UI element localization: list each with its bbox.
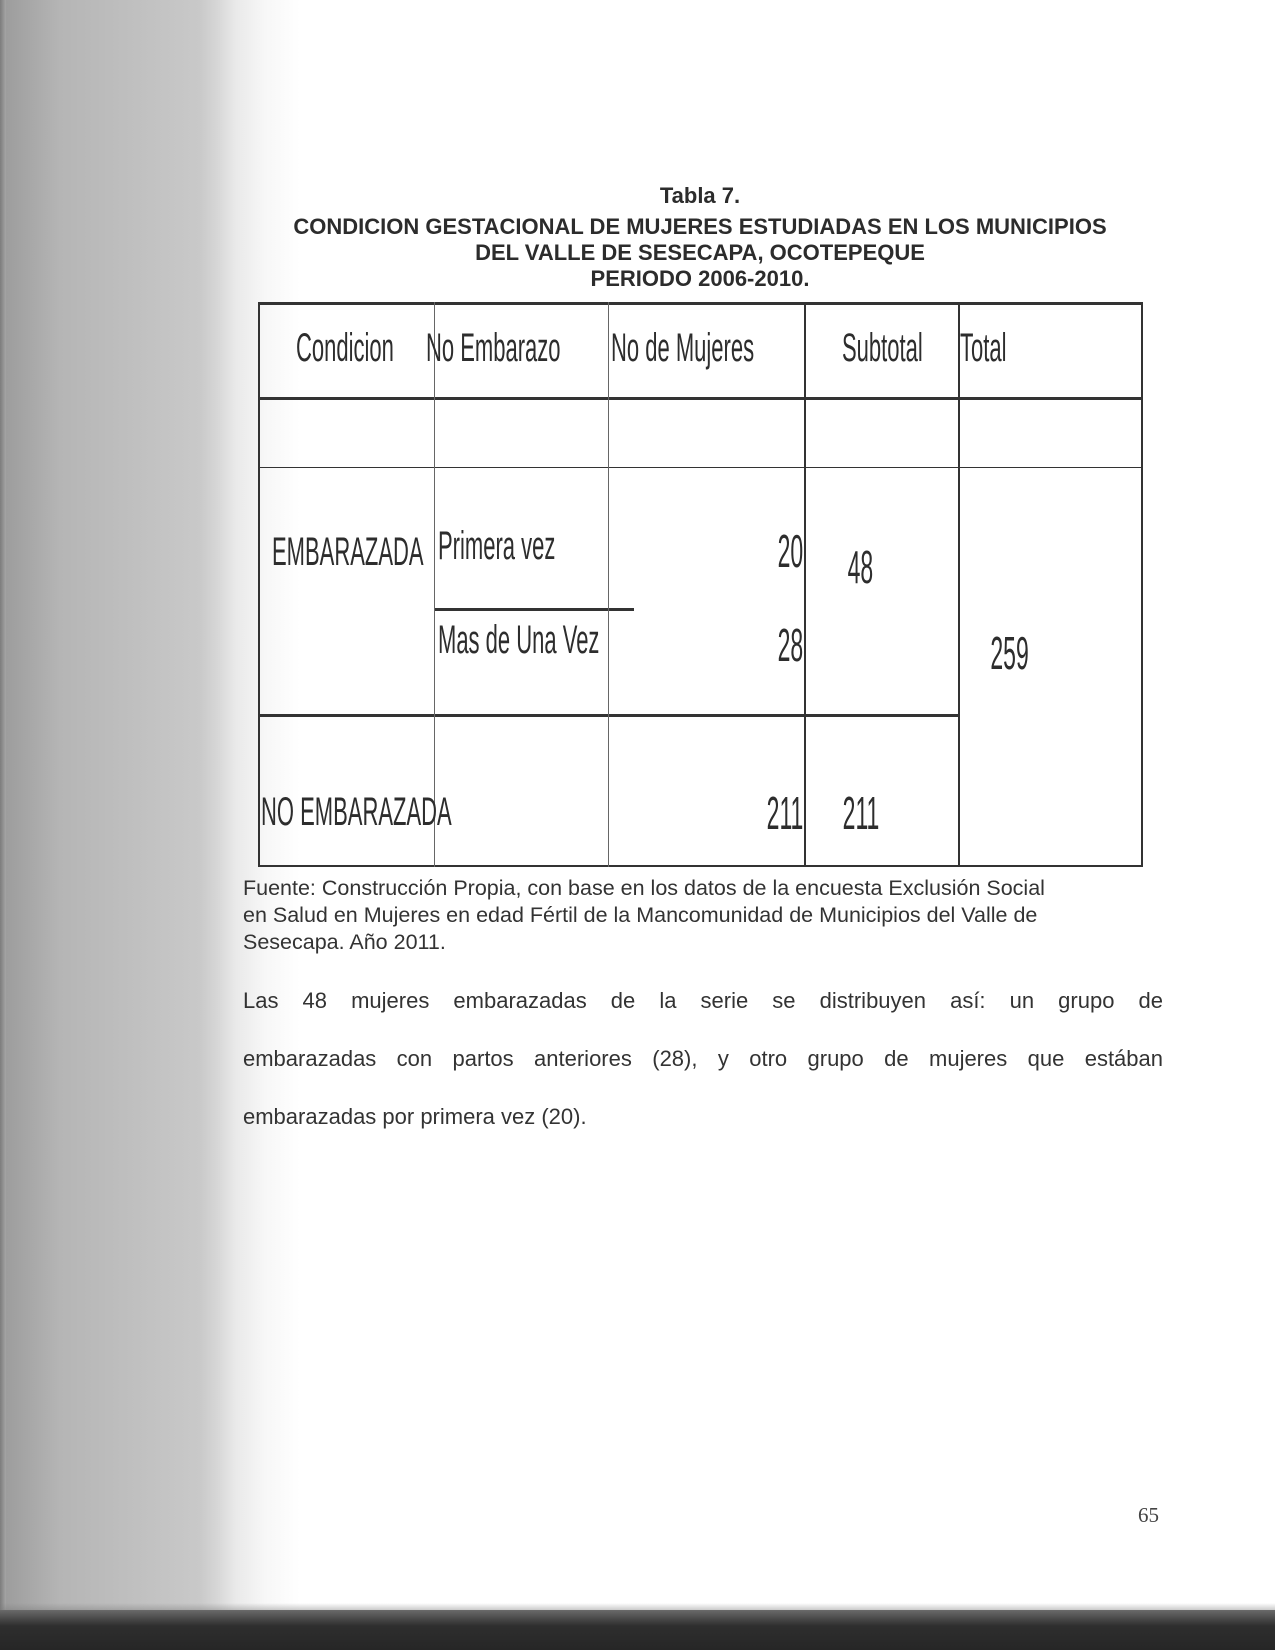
- table-title-line-1: CONDICION GESTACIONAL DE MUJERES ESTUDIADAS EN LOS MUNICIPIOS: [293, 214, 1107, 239]
- row-no-embarazada-label: NO EMBARAZADA: [261, 790, 452, 834]
- mas-de-una-vez-value: 28: [777, 619, 803, 671]
- col-divider-2: [608, 302, 609, 867]
- paragraph-line-2: embarazadas con partos anteriores (28), y otro grupo de mujeres que estában: [243, 1046, 1163, 1071]
- paragraph-line-3: embarazadas por primera vez (20).: [243, 1104, 587, 1129]
- source-note-line-2: en Salud en Mujeres en edad Fértil de la Mancomunidad de Municipios del Valle de: [243, 903, 1038, 927]
- paragraph-line-1: Las 48 mujeres embarazadas de la serie se distribuyen así: un grupo de: [243, 988, 1163, 1013]
- no-embarazada-value: 211: [766, 787, 803, 839]
- scan-bottom-edge: [0, 1610, 1275, 1650]
- header-subtotal: Subtotal: [842, 326, 923, 370]
- header-condicion: Condicion: [296, 326, 394, 370]
- book-gutter-edge: [0, 0, 6, 1650]
- no-embarazada-subtotal: 211: [842, 787, 879, 839]
- header-bottom-border: [258, 397, 1143, 400]
- gestational-condition-table: [258, 302, 1143, 867]
- primera-vez-bottom-border: [434, 608, 634, 611]
- table-label: Tabla 7.: [659, 183, 741, 208]
- col-divider-3: [804, 302, 806, 867]
- empty-row-bottom-border: [258, 467, 1143, 468]
- header-total: Total: [960, 326, 1007, 370]
- primera-vez-label: Primera vez: [438, 524, 556, 568]
- source-note: [243, 875, 1163, 956]
- table-title-line-3: PERIODO 2006-2010.: [590, 266, 810, 291]
- embarazada-subtotal: 48: [847, 541, 873, 593]
- table-right-border: [1141, 302, 1143, 867]
- source-note-line-3: Sesecapa. Año 2011.: [243, 930, 446, 954]
- table-bottom-border: [258, 865, 1143, 867]
- page-number: 65: [1138, 1503, 1159, 1527]
- table-left-border: [258, 302, 260, 867]
- row-embarazada-label: EMBARAZADA: [272, 530, 424, 574]
- table-title-line-2: DEL VALLE DE SESECAPA, OCOTEPEQUE: [475, 240, 925, 265]
- source-note-line-1: Fuente: Construcción Propia, con base en los datos de la encuesta Exclusión Social: [243, 876, 1045, 900]
- table-top-border: [258, 302, 1143, 305]
- header-no-de-mujeres: No de Mujeres: [611, 326, 755, 370]
- mas-de-una-vez-label: Mas de Una Vez: [438, 618, 600, 662]
- col-divider-1: [434, 302, 435, 867]
- primera-vez-value: 20: [777, 525, 803, 577]
- grand-total: 259: [990, 627, 1029, 679]
- col-divider-4: [958, 302, 960, 867]
- header-no-embarazo: No Embarazo: [426, 326, 561, 370]
